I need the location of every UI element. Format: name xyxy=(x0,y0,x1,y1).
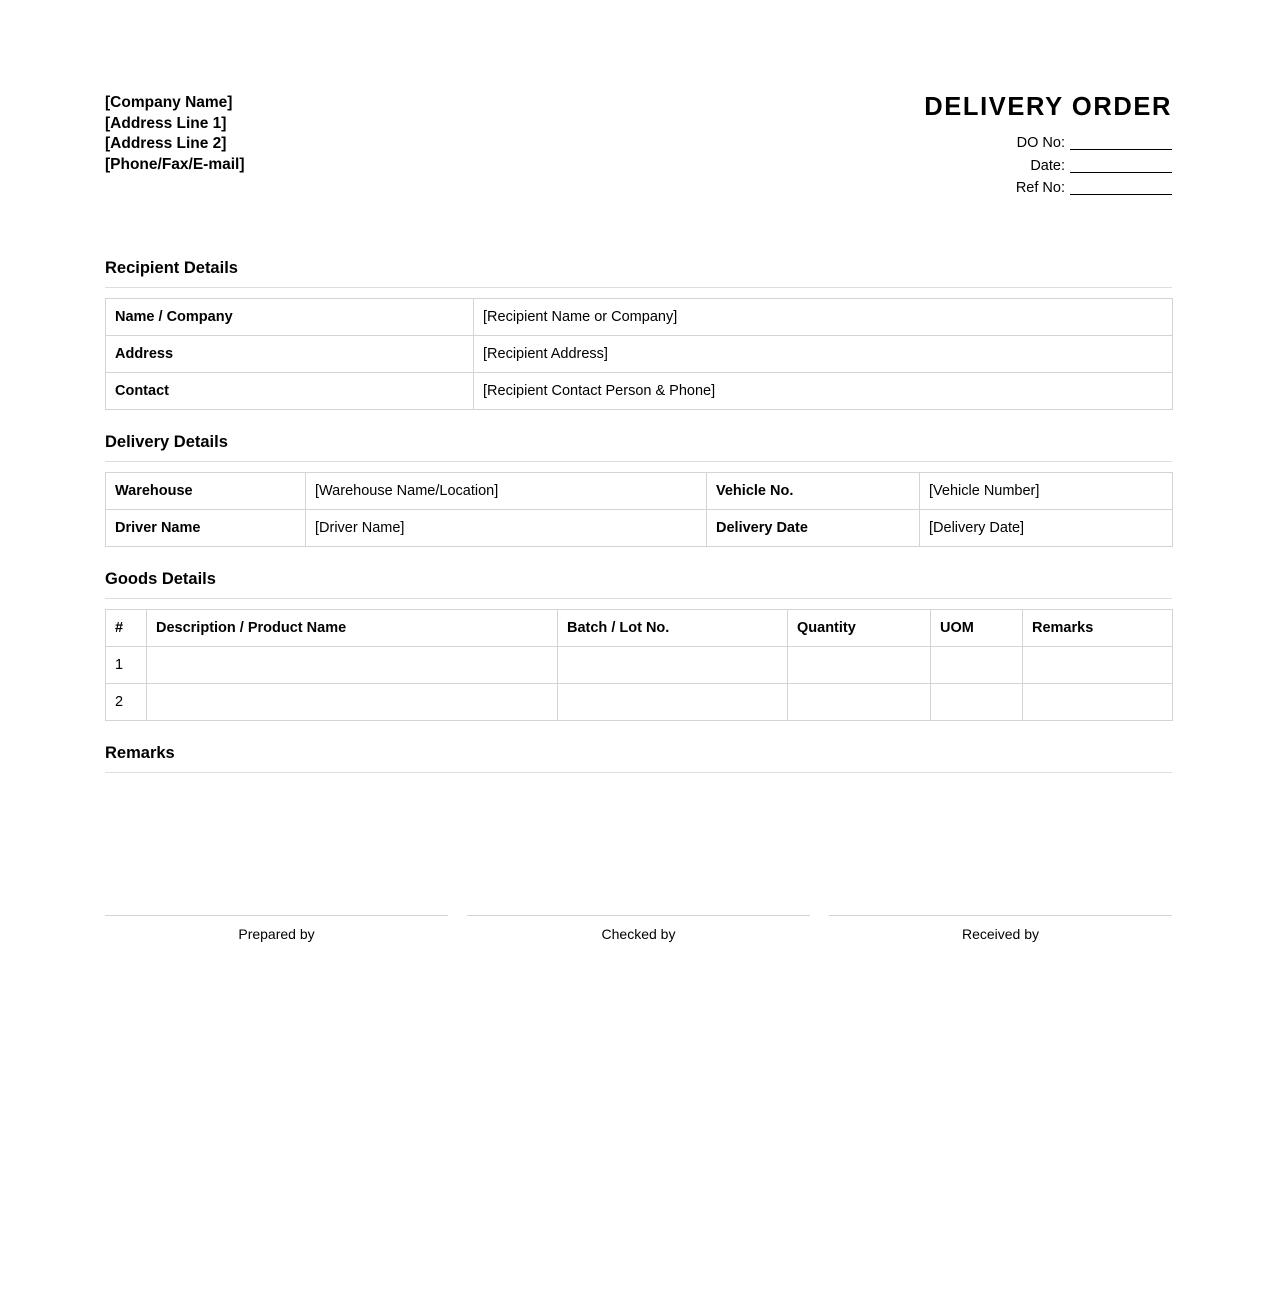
table-header-row xyxy=(106,609,1173,646)
goods-quantity-cell[interactable] xyxy=(788,646,931,683)
table-row xyxy=(106,646,1173,683)
recipient-contact-value[interactable]: [Recipient Contact Person & Phone] xyxy=(474,372,1173,409)
goods-quantity-cell[interactable] xyxy=(788,683,931,720)
goods-description-cell[interactable] xyxy=(147,683,558,720)
recipient-address-value[interactable]: [Recipient Address] xyxy=(474,335,1173,372)
table-row xyxy=(106,509,1173,546)
goods-batch-cell[interactable] xyxy=(558,683,788,720)
table-row xyxy=(106,298,1173,335)
driver-name-value[interactable]: [Driver Name] xyxy=(306,509,707,546)
recipient-details-heading: Recipient Details xyxy=(105,258,238,277)
title-and-meta-block xyxy=(842,93,1172,200)
goods-row-number: 2 xyxy=(106,683,147,720)
signature-prepared-by[interactable] xyxy=(105,915,448,943)
column-header-index: # xyxy=(106,609,147,646)
spacer xyxy=(105,410,1172,432)
spacer xyxy=(105,547,1172,569)
column-header-remarks: Remarks xyxy=(1023,609,1173,646)
delivery-details-table xyxy=(105,472,1173,547)
company-address-line-2: [Address Line 2] xyxy=(105,135,227,152)
recipient-details-divider xyxy=(105,287,1172,288)
date-row xyxy=(842,155,1172,178)
goods-batch-cell[interactable] xyxy=(558,646,788,683)
signature-received-by-label: Received by xyxy=(961,925,1040,942)
document-header xyxy=(105,93,1172,200)
table-row xyxy=(106,472,1173,509)
table-row xyxy=(106,372,1173,409)
remarks-heading: Remarks xyxy=(105,743,175,762)
signature-checked-by[interactable] xyxy=(467,915,810,943)
column-header-batch: Batch / Lot No. xyxy=(558,609,788,646)
goods-details-table xyxy=(105,609,1173,721)
document-title: DELIVERY ORDER xyxy=(924,93,1172,121)
ref-number-field[interactable] xyxy=(1070,194,1172,195)
signature-block xyxy=(105,915,1172,943)
goods-details-section xyxy=(105,569,1172,721)
signature-checked-by-label: Checked by xyxy=(601,925,676,942)
goods-description-cell[interactable] xyxy=(147,646,558,683)
spacer xyxy=(105,721,1172,743)
column-header-uom: UOM xyxy=(931,609,1023,646)
goods-details-divider xyxy=(105,598,1172,599)
recipient-name-label: Name / Company xyxy=(106,298,474,335)
recipient-details-table xyxy=(105,298,1173,410)
company-name: [Company Name] xyxy=(105,94,233,111)
table-row xyxy=(106,335,1173,372)
company-address-line-1: [Address Line 1] xyxy=(105,114,227,132)
remarks-section xyxy=(105,743,1172,915)
ref-number-row xyxy=(842,177,1172,200)
date-field[interactable] xyxy=(1070,172,1172,173)
ref-number-label: Ref No: xyxy=(1015,180,1065,196)
driver-name-label: Driver Name xyxy=(106,509,306,546)
signature-received-by[interactable] xyxy=(829,915,1172,943)
goods-uom-cell[interactable] xyxy=(931,646,1023,683)
remarks-input-area[interactable] xyxy=(105,783,1172,915)
company-info-block xyxy=(105,93,245,175)
vehicle-no-value[interactable]: [Vehicle Number] xyxy=(920,472,1173,509)
delivery-date-label: Delivery Date xyxy=(707,509,920,546)
do-number-row xyxy=(842,132,1172,155)
delivery-details-divider xyxy=(105,461,1172,462)
do-number-field[interactable] xyxy=(1070,149,1172,150)
do-number-label: DO No: xyxy=(1016,135,1065,151)
recipient-name-value[interactable]: [Recipient Name or Company] xyxy=(474,298,1173,335)
column-header-quantity: Quantity xyxy=(788,609,931,646)
remarks-divider xyxy=(105,772,1172,773)
recipient-details-section xyxy=(105,258,1172,410)
goods-uom-cell[interactable] xyxy=(931,683,1023,720)
vehicle-no-label: Vehicle No. xyxy=(707,472,920,509)
recipient-address-label: Address xyxy=(106,335,474,372)
warehouse-value[interactable]: [Warehouse Name/Location] xyxy=(306,472,707,509)
signature-prepared-by-label: Prepared by xyxy=(238,925,315,942)
company-contact-line: [Phone/Fax/E-mail] xyxy=(105,155,245,173)
spacer xyxy=(105,200,1172,258)
goods-remarks-cell[interactable] xyxy=(1023,646,1173,683)
delivery-date-value[interactable]: [Delivery Date] xyxy=(920,509,1173,546)
goods-remarks-cell[interactable] xyxy=(1023,683,1173,720)
column-header-description: Description / Product Name xyxy=(147,609,558,646)
goods-row-number: 1 xyxy=(106,646,147,683)
delivery-details-heading: Delivery Details xyxy=(105,432,228,451)
warehouse-label: Warehouse xyxy=(106,472,306,509)
table-row xyxy=(106,683,1173,720)
recipient-contact-label: Contact xyxy=(106,372,474,409)
delivery-details-section xyxy=(105,432,1172,547)
date-label: Date: xyxy=(1030,157,1065,174)
goods-details-heading: Goods Details xyxy=(105,569,216,588)
